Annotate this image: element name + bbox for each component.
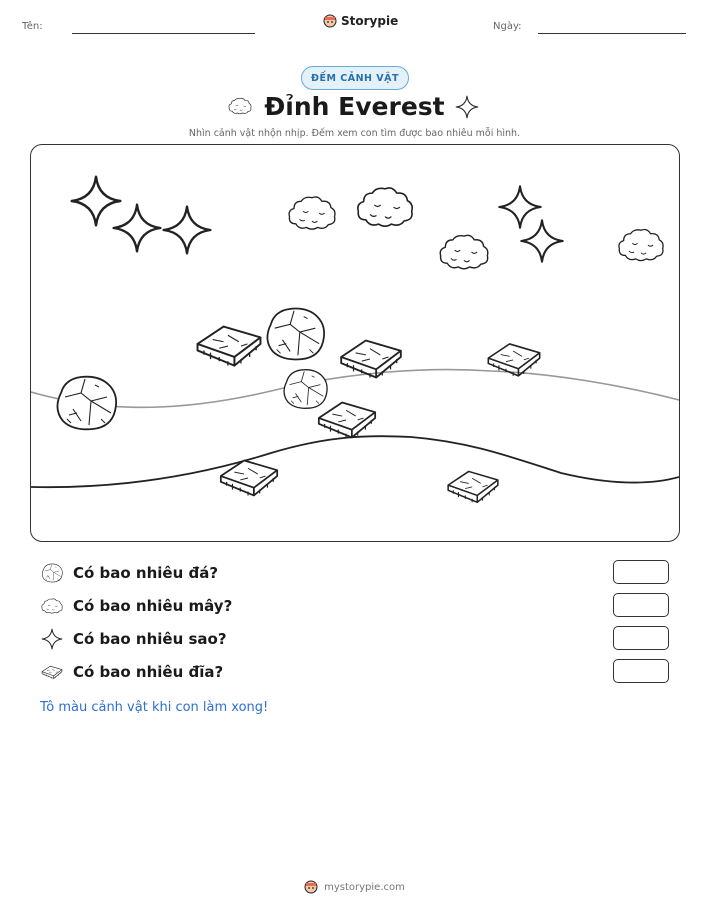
date-line[interactable] — [538, 33, 686, 34]
rock-icon — [40, 562, 64, 584]
scene-dish-icon[interactable] — [215, 451, 283, 503]
answer-box-stars[interactable] — [613, 626, 669, 650]
scene-panel[interactable] — [30, 144, 680, 542]
question-clouds — [40, 594, 232, 618]
brand-name: Storypie — [341, 14, 399, 28]
dish-icon — [40, 661, 64, 683]
question-dishes — [40, 660, 223, 684]
cloud-icon — [227, 95, 253, 117]
scene-cloud-icon[interactable] — [353, 181, 417, 233]
name-line[interactable] — [72, 33, 255, 34]
scene-dish-icon[interactable] — [483, 335, 545, 383]
question-text: Có bao nhiêu sao? — [73, 630, 227, 648]
scene-star-icon[interactable] — [519, 217, 565, 265]
scene-cloud-icon[interactable] — [436, 229, 492, 275]
scene-star-icon[interactable] — [111, 201, 163, 255]
name-label: Tên: — [22, 21, 43, 32]
answer-box-rocks[interactable] — [613, 560, 669, 584]
question-text: Có bao nhiêu đá? — [73, 564, 219, 582]
question-text: Có bao nhiêu mây? — [73, 597, 233, 615]
scene-cloud-icon[interactable] — [285, 191, 339, 235]
scene-cloud-icon[interactable] — [615, 223, 667, 267]
question-stars — [40, 627, 227, 651]
footer-url[interactable]: mystorypie.com — [324, 881, 405, 893]
question-text: Có bao nhiêu đĩa? — [73, 663, 224, 681]
answer-box-clouds[interactable] — [613, 593, 669, 617]
scene-star-icon[interactable] — [161, 203, 213, 257]
date-label: Ngày: — [493, 21, 522, 32]
footer — [0, 880, 709, 894]
scene-dish-icon[interactable] — [335, 331, 407, 385]
page-title — [0, 92, 709, 121]
category-badge: ĐẾM CẢNH VẬT — [301, 66, 409, 90]
cloud-icon — [40, 595, 64, 617]
brand-logo — [323, 14, 398, 28]
storypie-mascot-icon — [323, 14, 337, 28]
scene-rock-icon[interactable] — [261, 305, 329, 363]
storypie-mascot-icon — [304, 880, 318, 894]
page-title-text: Đỉnh Everest — [264, 92, 445, 121]
scene-dish-icon[interactable] — [191, 317, 267, 373]
instructions: Nhìn cảnh vật nhộn nhịp. Đếm xem con tìm được bao nhiêu mỗi hình. — [188, 128, 521, 139]
question-rocks — [40, 561, 218, 585]
star-icon — [40, 628, 64, 650]
star-icon — [455, 95, 479, 119]
scene-rock-icon[interactable] — [49, 373, 123, 433]
coloring-tip: Tô màu cảnh vật khi con làm xong! — [40, 700, 269, 715]
scene-dish-icon[interactable] — [443, 463, 503, 509]
scene-dish-icon[interactable] — [313, 393, 381, 445]
answer-box-dishes[interactable] — [613, 659, 669, 683]
